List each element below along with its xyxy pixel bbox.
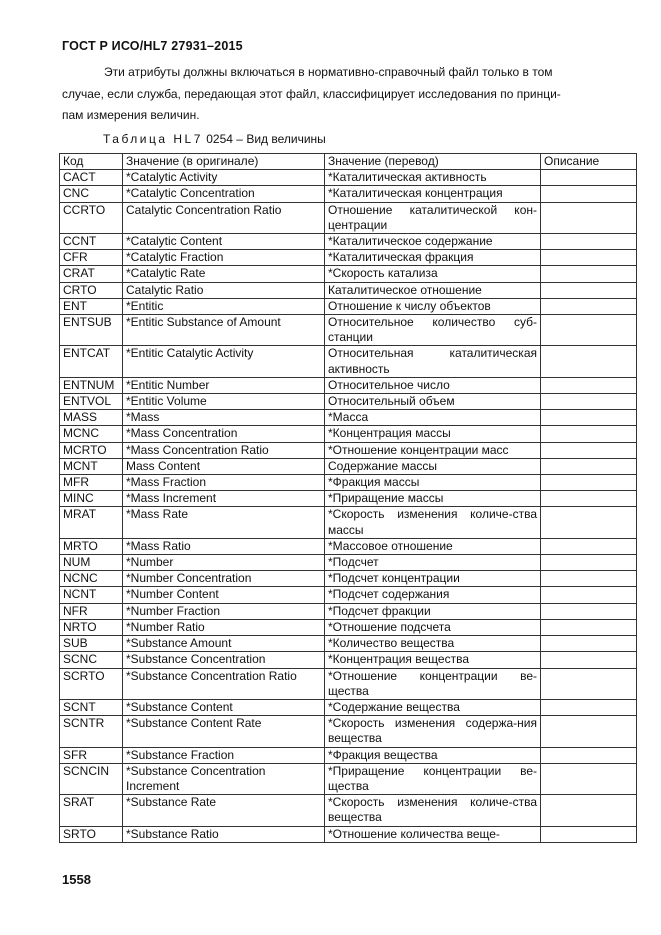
cell-translation: *Отношение подсчета [325,619,541,635]
cell-description [541,826,637,842]
cell-original: Catalytic Ratio [123,282,325,298]
cell-description [541,699,637,715]
table-row [60,636,637,652]
cell-code: SFR [60,747,123,763]
cell-translation: *Скорость катализа [325,266,541,282]
cell-code: NCNT [60,587,123,603]
cell-translation: *Приращение массы [325,491,541,507]
cell-description [541,442,637,458]
cell-translation: Относительное число [325,377,541,393]
table-row [60,491,637,507]
paragraph-line-2: случае, если служба, передающая этот файл, классифицирует исследования по принци- [62,86,561,101]
cell-original: *Mass Concentration Ratio [123,442,325,458]
paragraph-line-1: Эти атрибуты должны включаться в нормативно-справочный файл только в том [104,65,553,79]
cell-code: SCNTR [60,716,123,747]
cell-translation: *Отношение количества веще- [325,826,541,842]
cell-original: *Entitic [123,298,325,314]
cell-original: *Mass Ratio [123,538,325,554]
cell-translation: *Подсчет фракции [325,603,541,619]
table-body [60,170,637,843]
cell-code: MCNT [60,458,123,474]
cell-description [541,716,637,747]
cell-code: SRTO [60,826,123,842]
table-row [60,394,637,410]
cell-original: *Catalytic Activity [123,170,325,186]
table-row [60,555,637,571]
table-row [60,747,637,763]
cell-translation: *Подсчет [325,555,541,571]
table-caption [103,132,326,146]
table-row [60,652,637,668]
table-row [60,346,637,377]
cell-description [541,747,637,763]
cell-description [541,426,637,442]
table-row [60,826,637,842]
cell-description [541,538,637,554]
cell-code: NUM [60,555,123,571]
cell-code: SUB [60,636,123,652]
cell-description [541,250,637,266]
table-row [60,795,637,826]
cell-code: ENT [60,298,123,314]
cell-original: *Number Concentration [123,571,325,587]
table-row [60,699,637,715]
table-row [60,266,637,282]
table-row [60,716,637,747]
cell-code: MRTO [60,538,123,554]
cell-translation: *Массовое отношение [325,538,541,554]
table-row [60,186,637,202]
caption-title: Вид величины [246,132,326,146]
cell-original: *Substance Concentration Increment [123,763,325,794]
table-row [60,170,637,186]
cell-original: *Number Content [123,587,325,603]
cell-translation: *Отношение концентрации масс [325,442,541,458]
cell-original: *Substance Concentration [123,652,325,668]
cell-code: SCRTO [60,668,123,699]
cell-original: *Mass Increment [123,491,325,507]
table-row [60,538,637,554]
cell-code: SCNT [60,699,123,715]
paragraph-line-3: пам измерения величин. [62,108,200,122]
table-row [60,571,637,587]
cell-translation: *Фракция вещества [325,747,541,763]
cell-original: Mass Content [123,458,325,474]
cell-description [541,652,637,668]
cell-code: CCNT [60,234,123,250]
cell-description [541,377,637,393]
page-number: 1558 [62,872,91,887]
cell-description [541,394,637,410]
table-row [60,619,637,635]
cell-code: NRTO [60,619,123,635]
table-row [60,282,637,298]
header-code: Код [60,154,123,170]
cell-code: MINC [60,491,123,507]
table-row [60,202,637,233]
table-row [60,298,637,314]
header-original: Значение (в оригинале) [123,154,325,170]
cell-original: *Substance Ratio [123,826,325,842]
cell-original: *Catalytic Concentration [123,186,325,202]
table-row [60,668,637,699]
cell-description [541,668,637,699]
cell-code: MFR [60,475,123,491]
cell-description [541,795,637,826]
caption-dash: – [236,132,243,146]
cell-translation: *Концентрация вещества [325,652,541,668]
cell-description [541,298,637,314]
cell-original: *Entitic Catalytic Activity [123,346,325,377]
cell-translation: *Отношение концентрации ве-щества [325,668,541,699]
cell-original: *Substance Amount [123,636,325,652]
cell-translation: *Скорость изменения количе-ства вещества [325,795,541,826]
cell-description [541,636,637,652]
cell-translation: Относительная каталитическая активность [325,346,541,377]
cell-description [541,315,637,346]
cell-code: NFR [60,603,123,619]
table-row [60,442,637,458]
cell-original: *Mass Concentration [123,426,325,442]
cell-translation: *Каталитическая фракция [325,250,541,266]
cell-original: *Substance Rate [123,795,325,826]
cell-translation: Отношение к числу объектов [325,298,541,314]
cell-description [541,475,637,491]
cell-code: ENTCAT [60,346,123,377]
cell-translation: *Каталитическая концентрация [325,186,541,202]
cell-description [541,571,637,587]
cell-translation: *Подсчет содержания [325,587,541,603]
cell-original: *Mass Fraction [123,475,325,491]
header-description: Описание [541,154,637,170]
cell-translation: *Содержание вещества [325,699,541,715]
cell-translation: *Масса [325,410,541,426]
cell-description [541,458,637,474]
cell-code: CNC [60,186,123,202]
cell-code: ENTSUB [60,315,123,346]
cell-code: MRAT [60,507,123,538]
cell-code: SCNCIN [60,763,123,794]
cell-translation: *Приращение концентрации ве-щества [325,763,541,794]
caption-prefix: Таблица HL7 [103,132,203,146]
cell-translation: Относительное количество суб-станции [325,315,541,346]
cell-translation: Каталитическое отношение [325,282,541,298]
cell-original: *Mass Rate [123,507,325,538]
cell-original: *Substance Concentration Ratio [123,668,325,699]
cell-code: MASS [60,410,123,426]
table-header-row [60,154,637,170]
cell-description [541,282,637,298]
cell-description [541,346,637,377]
cell-code: ENTVOL [60,394,123,410]
cell-code: MCNC [60,426,123,442]
cell-description [541,507,637,538]
cell-original: *Number [123,555,325,571]
cell-description [541,763,637,794]
cell-translation: *Подсчет концентрации [325,571,541,587]
cell-original: *Catalytic Fraction [123,250,325,266]
cell-code: CRAT [60,266,123,282]
cell-description [541,603,637,619]
quantity-kind-table [59,153,637,843]
cell-original: *Catalytic Rate [123,266,325,282]
cell-original: *Substance Content Rate [123,716,325,747]
caption-number: 0254 [206,132,233,146]
cell-code: SCNC [60,652,123,668]
cell-description [541,186,637,202]
table-row [60,763,637,794]
cell-description [541,266,637,282]
cell-original: *Number Fraction [123,603,325,619]
cell-description [541,619,637,635]
table-row [60,475,637,491]
table-row [60,603,637,619]
cell-original: *Entitic Volume [123,394,325,410]
cell-original: *Entitic Number [123,377,325,393]
cell-original: *Substance Content [123,699,325,715]
cell-code: MCRTO [60,442,123,458]
cell-code: SRAT [60,795,123,826]
cell-translation: *Скорость изменения содержа-ния вещества [325,716,541,747]
cell-description [541,587,637,603]
table-row [60,250,637,266]
cell-original: *Number Ratio [123,619,325,635]
cell-original: *Mass [123,410,325,426]
cell-translation: *Количество вещества [325,636,541,652]
table-row [60,377,637,393]
cell-description [541,410,637,426]
table-row [60,315,637,346]
cell-original: *Catalytic Content [123,234,325,250]
cell-translation: Содержание массы [325,458,541,474]
table-row [60,587,637,603]
table-row [60,507,637,538]
document-header: ГОСТ Р ИСО/HL7 27931–2015 [62,39,243,53]
cell-description [541,555,637,571]
cell-original: *Entitic Substance of Amount [123,315,325,346]
table-row [60,410,637,426]
table-row [60,458,637,474]
cell-description [541,202,637,233]
cell-translation: *Концентрация массы [325,426,541,442]
cell-original: Catalytic Concentration Ratio [123,202,325,233]
cell-translation: *Каталитическое содержание [325,234,541,250]
table-row [60,426,637,442]
cell-code: CACT [60,170,123,186]
cell-translation: *Скорость изменения количе-ства массы [325,507,541,538]
table-row [60,234,637,250]
cell-original: *Substance Fraction [123,747,325,763]
cell-translation: Относительный объем [325,394,541,410]
cell-description [541,170,637,186]
cell-code: CRTO [60,282,123,298]
cell-description [541,234,637,250]
cell-description [541,491,637,507]
cell-code: NCNC [60,571,123,587]
cell-code: CCRTO [60,202,123,233]
cell-translation: *Фракция массы [325,475,541,491]
cell-code: ENTNUM [60,377,123,393]
cell-translation: Отношение каталитической кон-центрации [325,202,541,233]
header-translation: Значение (перевод) [325,154,541,170]
cell-translation: *Каталитическая активность [325,170,541,186]
intro-paragraph [62,62,630,127]
cell-code: CFR [60,250,123,266]
